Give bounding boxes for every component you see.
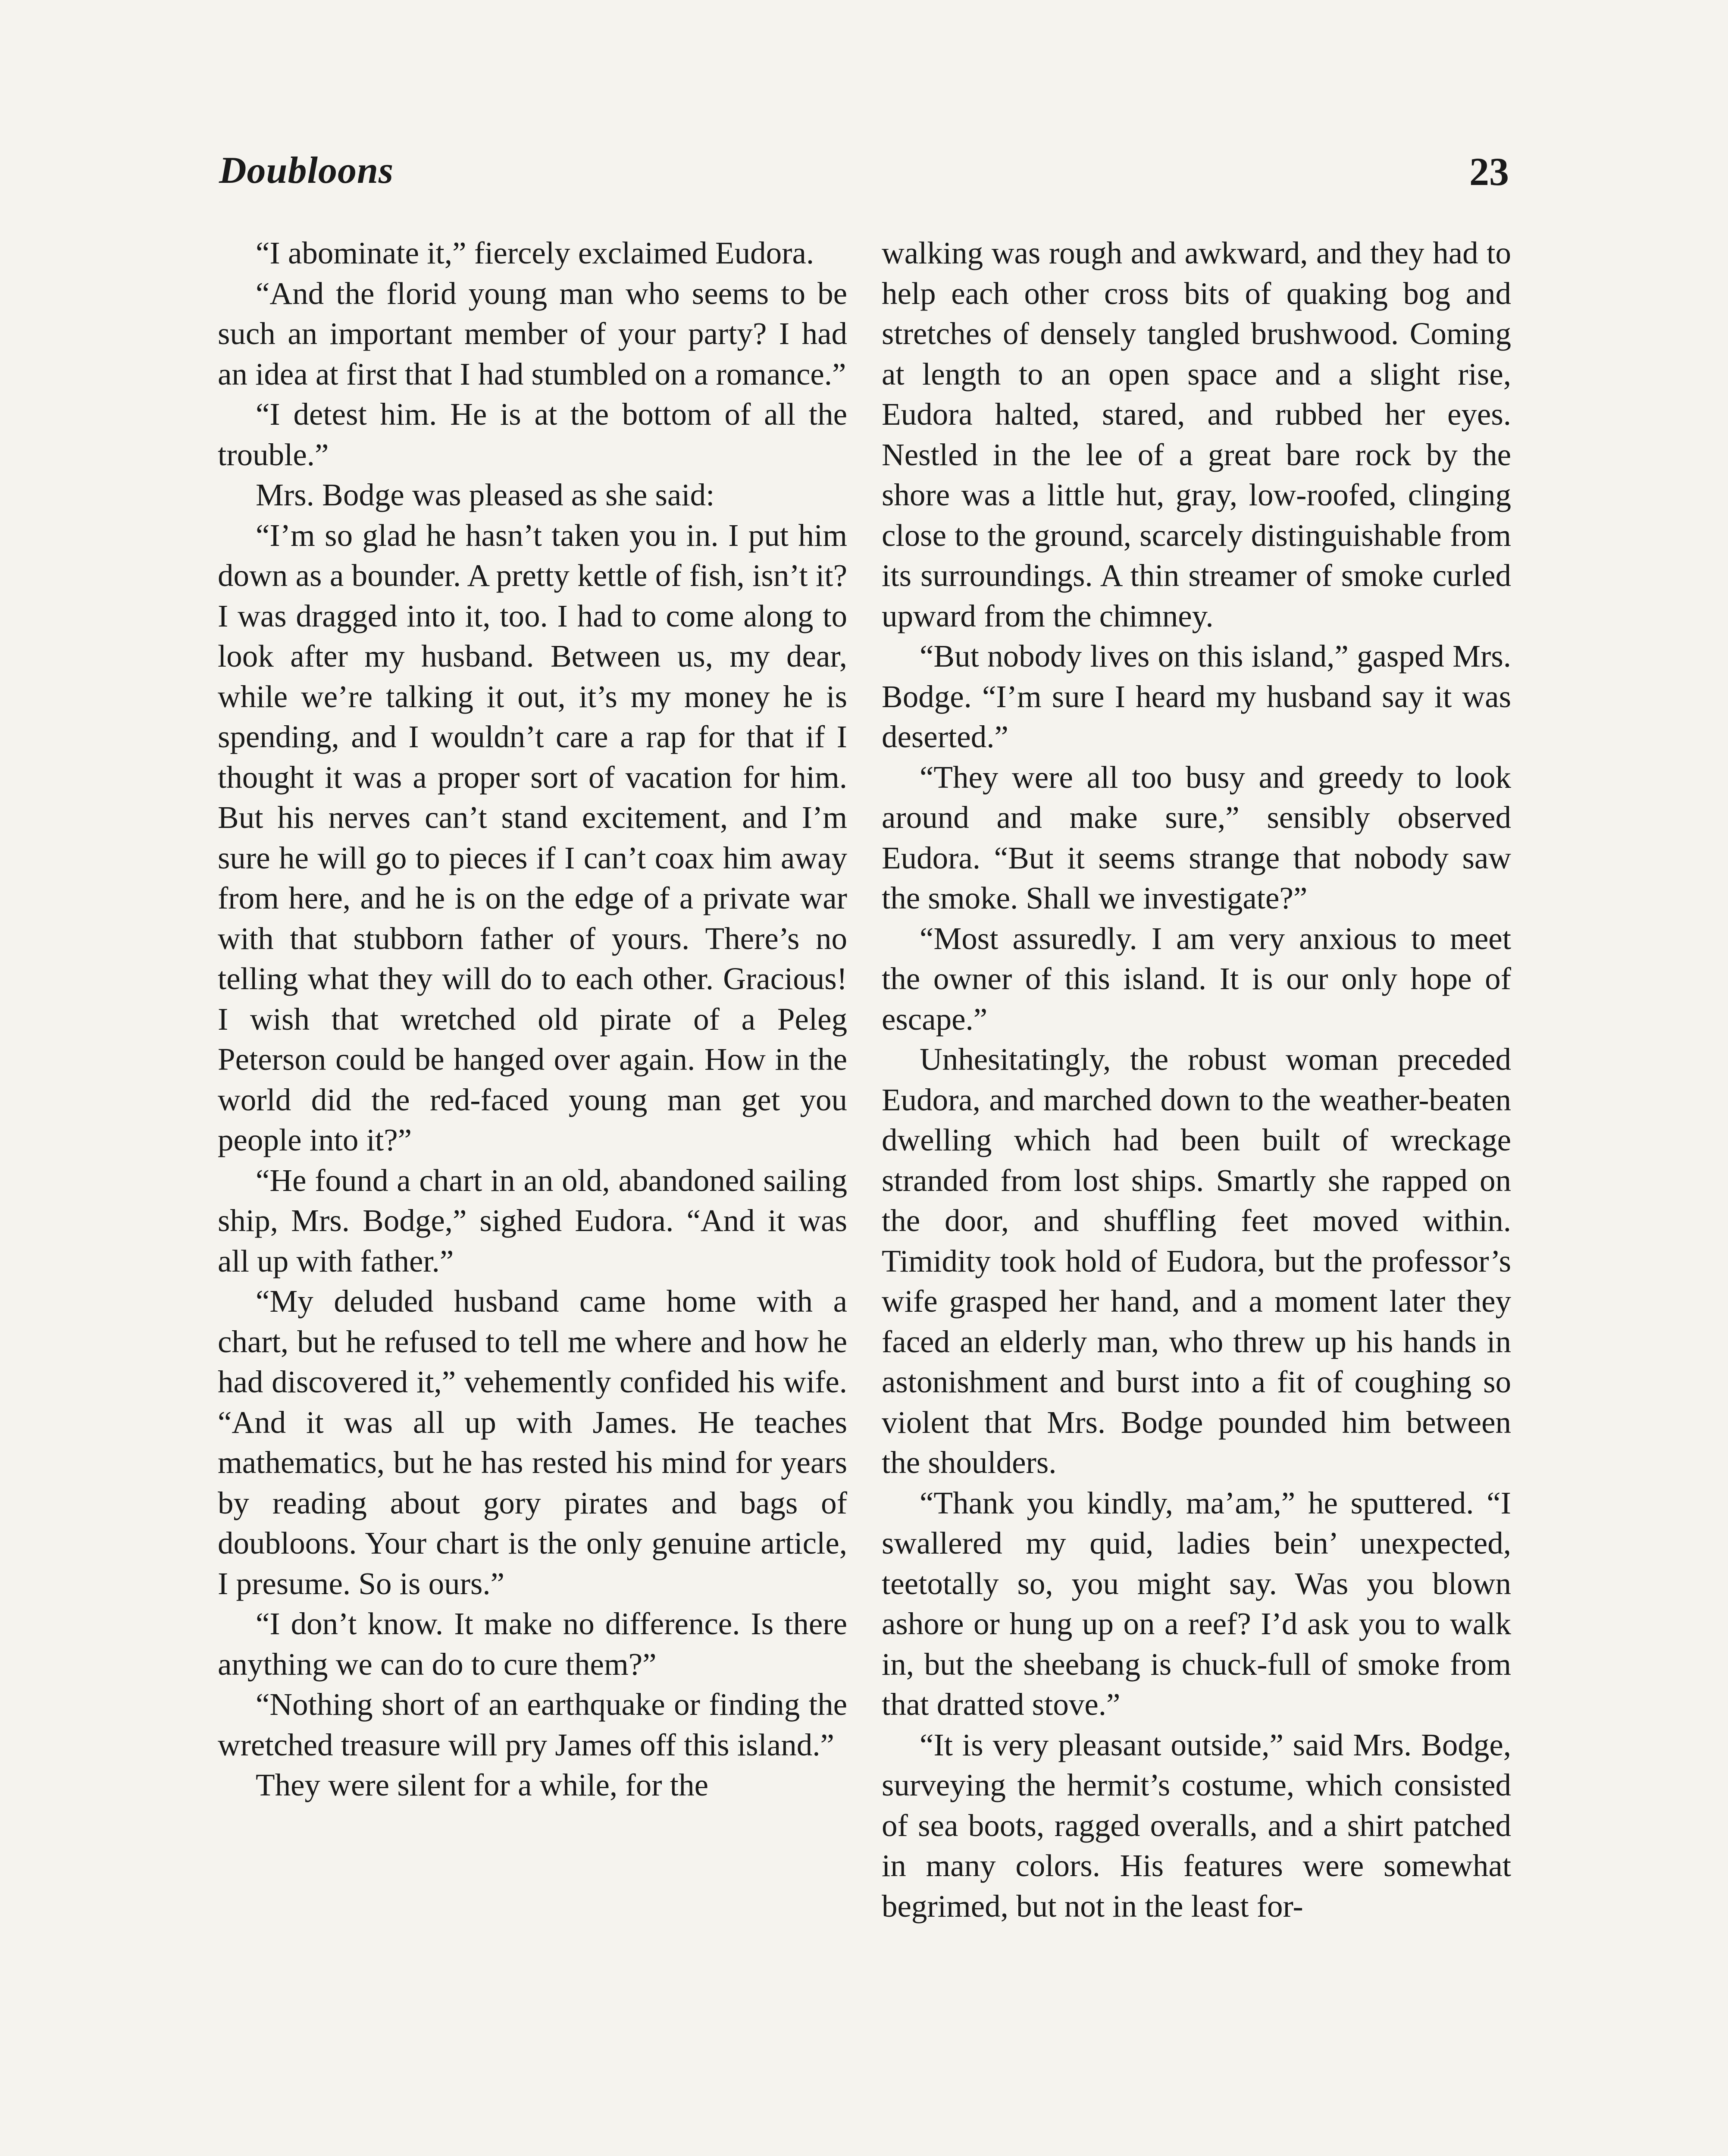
paragraph: “It is very pleasant outside,” said Mrs. Bodge, surveying the hermit’s costume, which consisted of sea boots, ragged overalls, and a shirt patched in many colors. His features were somewhat begrimed, but not in the least for- <box>882 1727 1511 1924</box>
paragraph: “They were all too busy and greedy to look around and make sure,” sensibly observed Eudora. “But it seems strange that nobody saw the smoke. Shall we investigate?” <box>882 759 1511 915</box>
running-title: Doubloons <box>219 150 394 191</box>
left-column <box>218 233 847 1805</box>
paragraph: “And the florid young man who seems to be such an important member of your party? I had an idea at first that I had stumbled on a romance.” <box>218 276 847 392</box>
paragraph: “He found a chart in an old, abandoned sailing ship, Mrs. Bodge,” sighed Eudora. “And it was all up with father.” <box>218 1163 847 1279</box>
right-column <box>882 233 1511 1926</box>
paragraph: Mrs. Bodge was pleased as she said: <box>256 477 715 512</box>
paragraph: They were silent for a while, for the <box>256 1767 708 1802</box>
page-number: 23 <box>1469 150 1509 194</box>
paragraph: “Most assuredly. I am very anxious to meet the owner of this island. It is our only hope of escape.” <box>882 921 1511 1037</box>
paragraph: “But nobody lives on this island,” gasped Mrs. Bodge. “I’m sure I heard my husband say it was deserted.” <box>882 639 1511 754</box>
page-header <box>219 149 1509 205</box>
paragraph: “Thank you kindly, ma’am,” he sputtered. “I swallered my quid, ladies bein’ unexpected, teetotally so, you might say. Was you blown ashore or hung up on a reef? I’d ask you to walk in, but the sheebang is chuck-full of smoke from that dratted stove.” <box>882 1485 1511 1722</box>
paragraph-continued: walking was rough and awkward, and they had to help each other cross bits of quaking bog and stretches of densely tangled brushwood. Coming at length to an open space and a slight rise, Eudora halted, stared, and rubbed her eyes. Nestled in the lee of a great bare rock by the shore was a little hut, gray, low-roofed, clinging close to the ground, scarcely distinguishable from its surroundings. A thin streamer of smoke curled upward from the chimney. <box>882 235 1511 633</box>
paragraph: “Nothing short of an earthquake or finding the wretched treasure will pry James off this island.” <box>218 1687 847 1762</box>
paragraph: Unhesitatingly, the robust woman preceded Eudora, and marched down to the weather-beaten dwelling which had been built of wreckage stranded from lost ships. Smartly she rapped on the door, and shuffling feet moved within. Timidity took hold of Eudora, but the professor’s wife grasped her hand, and a moment later they faced an elderly man, who threw up his hands in astonishment and burst into a fit of coughing so violent that Mrs. Bodge pounded him between the shoulders. <box>882 1042 1511 1480</box>
paragraph: “My deluded husband came home with a chart, but he refused to tell me where and how he had discovered it,” vehemently confided his wife. “And it was all up with James. He teaches mathematics, but he has rested his mind for years by reading about gory pirates and bags of doubloons. Your chart is the only genuine article, I presume. So is ours.” <box>218 1284 847 1601</box>
paragraph: “I abominate it,” fiercely exclaimed Eudora. <box>256 235 814 270</box>
paragraph: “I don’t know. It make no difference. Is there anything we can do to cure them?” <box>218 1606 847 1682</box>
paragraph: “I detest him. He is at the bottom of all the trouble.” <box>218 397 847 472</box>
paragraph: “I’m so glad he hasn’t taken you in. I put him down as a bounder. A pretty kettle of fish, isn’t it? I was dragged into it, too. I had to come along to look after my husband. Between us, my dear, while we’re talking it out, it’s my money he is spending, and I wouldn’t care a rap for that if I thought it was a proper sort of vacation for him. But his nerves can’t stand excitement, and I’m sure he will go to pieces if I can’t coax him away from here, and he is on the edge of a private war with that stubborn father of yours. There’s no telling what they will do to each other. Gracious! I wish that wretched old pirate of a Peleg Peterson could be hanged over again. How in the world did the red-faced young man get you people into it?” <box>218 517 847 1157</box>
